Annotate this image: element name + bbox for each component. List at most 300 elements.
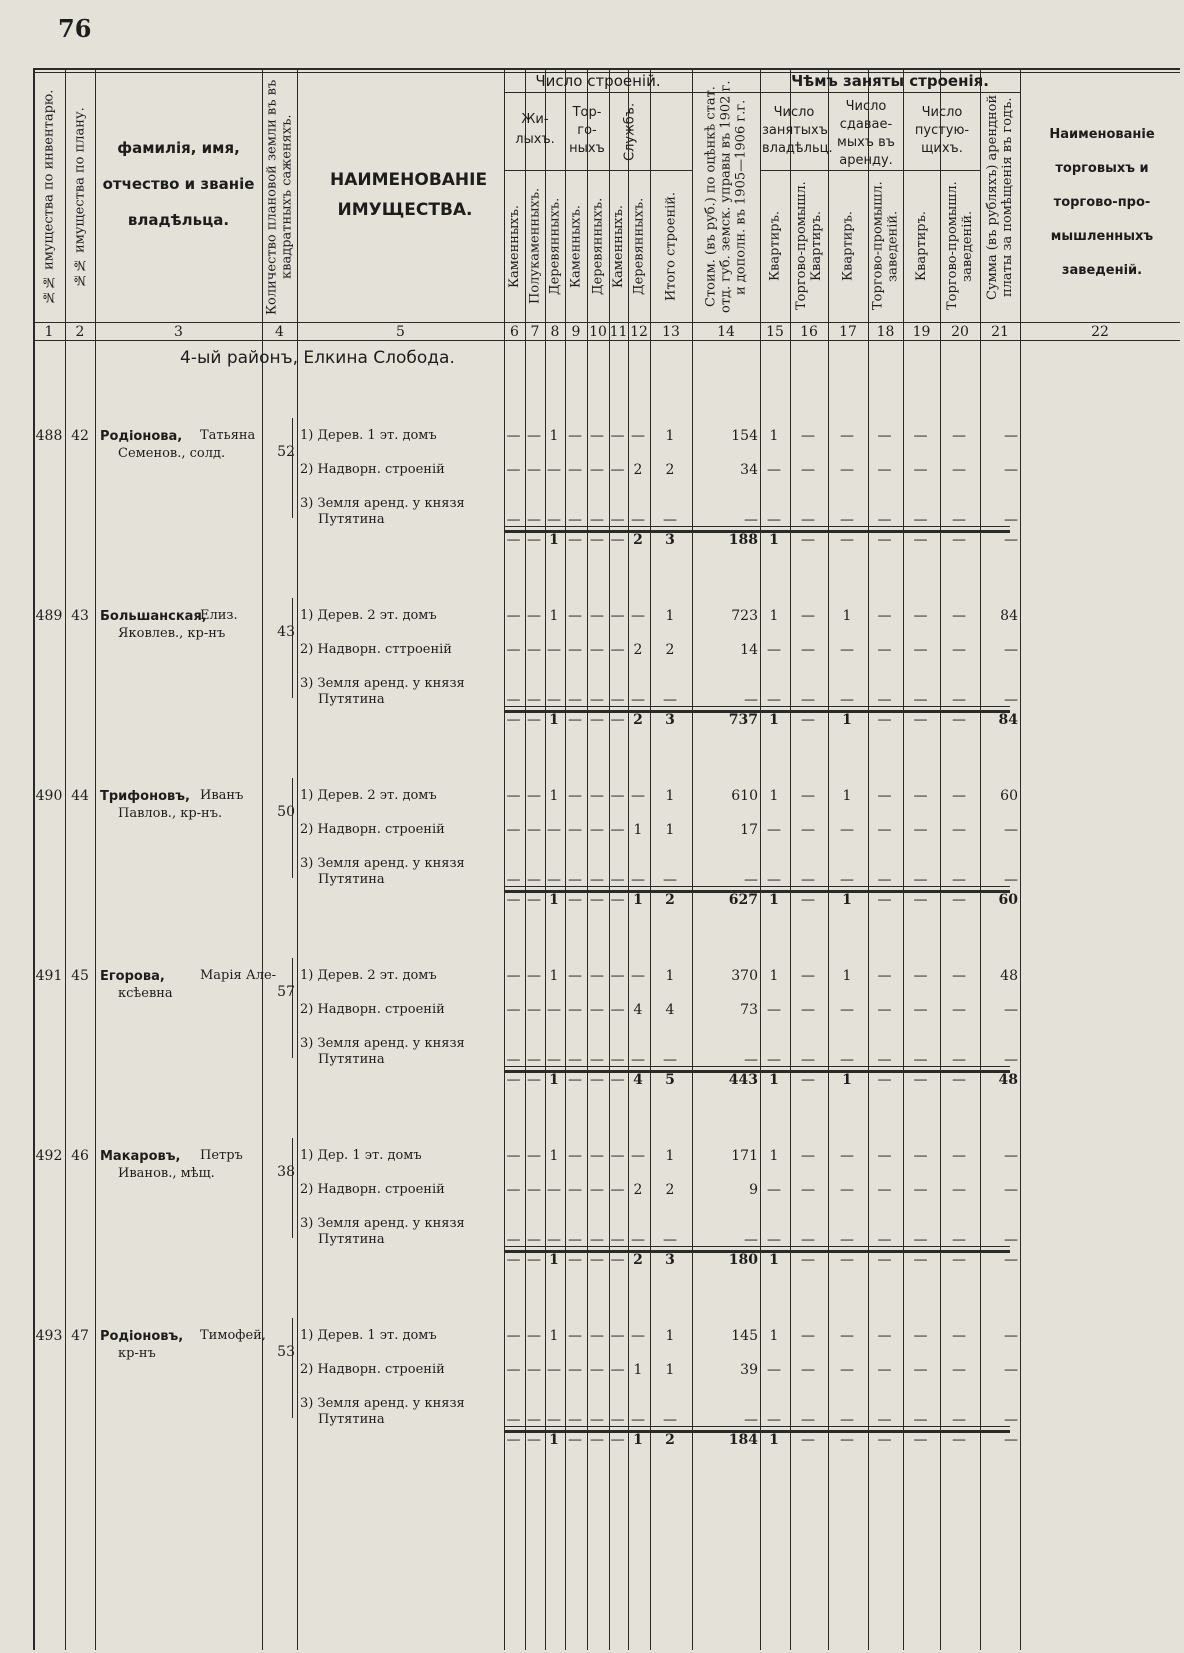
- dash-cell: —: [767, 692, 781, 708]
- dash-cell: —: [610, 1412, 625, 1428]
- dash-cell: —: [506, 462, 521, 478]
- dash-cell: —: [663, 872, 677, 888]
- total-count: 2: [665, 1432, 675, 1448]
- dash-cell: —: [877, 1148, 892, 1164]
- valuation: 34: [740, 462, 758, 478]
- table-cell: 1: [633, 892, 643, 908]
- header-trade: Тор- го- ныхъ: [569, 105, 605, 156]
- header-c21: Сумма (въ рубляхъ) арендной платы за помѣщенія въ годъ.: [985, 94, 1015, 300]
- owner-name: Тимофей,: [200, 1328, 266, 1343]
- dash-cell: —: [547, 822, 561, 838]
- dash-cell: —: [547, 872, 561, 888]
- plan-number: 43: [71, 608, 89, 624]
- dash-cell: —: [527, 968, 541, 984]
- dash-cell: —: [506, 428, 521, 444]
- item-yard: 2) Надворн. строеній: [300, 822, 445, 837]
- column-number: 12: [630, 324, 648, 340]
- rule-horizontal: [504, 886, 1010, 887]
- dash-cell: —: [1004, 532, 1018, 548]
- dash-cell: —: [913, 1432, 928, 1448]
- dash-cell: —: [547, 1052, 561, 1068]
- dash-cell: —: [744, 1412, 758, 1428]
- dash-cell: —: [913, 788, 928, 804]
- item-house: 1) Дерев. 1 эт. домъ: [300, 428, 437, 443]
- header-enterprises: Наименованіе торговыхъ и торгово-про- мышленныхъ заведеній.: [1049, 127, 1155, 278]
- table-cell: 4: [665, 1002, 675, 1018]
- dash-cell: —: [568, 1148, 582, 1164]
- dash-cell: —: [840, 462, 854, 478]
- dash-cell: —: [913, 1002, 928, 1018]
- dash-cell: —: [1004, 822, 1018, 838]
- dash-cell: —: [840, 1252, 854, 1268]
- dash-cell: —: [801, 608, 815, 624]
- valuation: 9: [749, 1182, 758, 1198]
- dash-cell: —: [631, 968, 645, 984]
- dash-cell: —: [568, 428, 582, 444]
- dash-cell: —: [610, 822, 625, 838]
- dash-cell: —: [527, 428, 541, 444]
- dash-cell: —: [840, 1002, 854, 1018]
- dash-cell: —: [547, 462, 561, 478]
- dash-cell: —: [877, 1252, 892, 1268]
- dash-cell: —: [801, 1182, 815, 1198]
- dash-cell: —: [610, 892, 625, 908]
- item-land: 3) Земля аренд. у князя: [300, 496, 465, 511]
- dash-cell: —: [610, 788, 625, 804]
- dash-cell: —: [952, 872, 966, 888]
- table-cell: 1: [842, 608, 852, 624]
- dash-cell: —: [840, 692, 854, 708]
- owner-surname: Макаровъ,: [100, 1149, 181, 1164]
- item-land-owner: Путятина: [318, 1412, 385, 1427]
- dash-cell: —: [840, 1182, 854, 1198]
- dash-cell: —: [913, 892, 928, 908]
- header-c8: Деревянныхъ.: [547, 197, 563, 295]
- total-count: 2: [665, 892, 675, 908]
- dash-cell: —: [568, 968, 582, 984]
- rule-horizontal: [33, 68, 1180, 70]
- dash-cell: —: [568, 822, 582, 838]
- dash-cell: —: [590, 872, 604, 888]
- dash-cell: —: [568, 788, 582, 804]
- table-cell: 1: [549, 788, 559, 804]
- table-cell: 1: [769, 1328, 779, 1344]
- table-cell: 1: [549, 892, 559, 908]
- inventory-number: 492: [35, 1148, 63, 1164]
- table-cell: 2: [633, 1182, 643, 1198]
- column-number: 11: [609, 324, 628, 340]
- dash-cell: —: [877, 1328, 892, 1344]
- dash-cell: —: [610, 462, 625, 478]
- table-cell: 1: [633, 1432, 643, 1448]
- header-c9: Каменныхъ.: [568, 204, 584, 288]
- rent-amount: 48: [1000, 968, 1018, 984]
- dash-cell: —: [590, 428, 604, 444]
- table-cell: 2: [633, 642, 643, 658]
- dash-cell: —: [610, 1182, 625, 1198]
- total-count: 3: [665, 532, 675, 548]
- table-cell: 1: [549, 968, 559, 984]
- dash-cell: —: [840, 532, 854, 548]
- dash-cell: —: [801, 1362, 815, 1378]
- rule-vertical: [292, 418, 293, 518]
- dash-cell: —: [527, 608, 541, 624]
- valuation: 154: [731, 428, 758, 444]
- dash-cell: —: [952, 788, 966, 804]
- dash-cell: —: [590, 462, 604, 478]
- item-house: 1) Дер. 1 эт. домъ: [300, 1148, 422, 1163]
- rent-total: 48: [998, 1072, 1018, 1088]
- dash-cell: —: [913, 1232, 928, 1248]
- dash-cell: —: [631, 1148, 645, 1164]
- dash-cell: —: [801, 532, 815, 548]
- dash-cell: —: [840, 512, 854, 528]
- dash-cell: —: [506, 892, 521, 908]
- dash-cell: —: [877, 1002, 892, 1018]
- dash-cell: —: [568, 1432, 582, 1448]
- table-cell: 4: [633, 1002, 643, 1018]
- dash-cell: —: [610, 532, 625, 548]
- dash-cell: —: [527, 1148, 541, 1164]
- dash-cell: —: [952, 1052, 966, 1068]
- dash-cell: —: [568, 872, 582, 888]
- total-value: 180: [728, 1252, 758, 1268]
- table-cell: 1: [665, 428, 675, 444]
- dash-cell: —: [631, 1052, 645, 1068]
- rule-vertical: [292, 1318, 293, 1418]
- dash-cell: —: [913, 692, 928, 708]
- dash-cell: —: [506, 1252, 521, 1268]
- header-c13: Итого строеній.: [663, 191, 679, 301]
- dash-cell: —: [767, 1182, 781, 1198]
- dash-cell: —: [801, 462, 815, 478]
- rule-vertical: [297, 68, 298, 1650]
- page-number: 76: [58, 14, 92, 43]
- owner-name: Татьяна: [200, 428, 256, 443]
- table-cell: 1: [769, 608, 779, 624]
- total-value: 737: [728, 712, 758, 728]
- inventory-number: 493: [35, 1328, 63, 1344]
- dash-cell: —: [1004, 1252, 1018, 1268]
- dash-cell: —: [877, 1232, 892, 1248]
- dash-cell: —: [952, 608, 966, 624]
- rule-horizontal: [760, 170, 980, 171]
- dash-cell: —: [801, 1148, 815, 1164]
- total-count: 3: [665, 712, 675, 728]
- dash-cell: —: [506, 1072, 521, 1088]
- table-cell: 1: [665, 788, 675, 804]
- dash-cell: —: [767, 872, 781, 888]
- plan-number: 44: [71, 788, 89, 804]
- table-cell: 2: [665, 462, 675, 478]
- dash-cell: —: [590, 1182, 604, 1198]
- dash-cell: —: [663, 1232, 677, 1248]
- dash-cell: —: [801, 1072, 815, 1088]
- dash-cell: —: [913, 1252, 928, 1268]
- total-count: 3: [665, 1252, 675, 1268]
- dash-cell: —: [527, 1232, 541, 1248]
- owner-name: Елиз.: [200, 608, 238, 623]
- dash-cell: —: [590, 1148, 604, 1164]
- dash-cell: —: [547, 692, 561, 708]
- table-row: [33, 960, 1180, 1120]
- dash-cell: —: [1004, 1148, 1018, 1164]
- item-yard: 2) Надворн. строеній: [300, 1002, 445, 1017]
- dash-cell: —: [801, 712, 815, 728]
- table-cell: 1: [769, 788, 779, 804]
- dash-cell: —: [877, 1072, 892, 1088]
- table-cell: 1: [842, 788, 852, 804]
- rule-horizontal: [504, 170, 692, 171]
- dash-cell: —: [590, 822, 604, 838]
- dash-cell: —: [527, 512, 541, 528]
- dash-cell: —: [913, 1052, 928, 1068]
- table-cell: 2: [633, 712, 643, 728]
- table-cell: 2: [633, 532, 643, 548]
- item-yard: 2) Надворн. строеній: [300, 1182, 445, 1197]
- dash-cell: —: [506, 1052, 521, 1068]
- dash-cell: —: [767, 822, 781, 838]
- dash-cell: —: [952, 1412, 966, 1428]
- table-cell: 1: [549, 1148, 559, 1164]
- table-cell: 1: [769, 1252, 779, 1268]
- dash-cell: —: [877, 1052, 892, 1068]
- rule-horizontal: [504, 706, 1010, 707]
- dash-cell: —: [952, 822, 966, 838]
- dash-cell: —: [801, 822, 815, 838]
- dash-cell: —: [568, 642, 582, 658]
- dash-cell: —: [952, 1432, 966, 1448]
- dash-cell: —: [527, 1002, 541, 1018]
- dash-cell: —: [610, 1328, 625, 1344]
- dash-cell: —: [547, 1412, 561, 1428]
- valuation: 73: [740, 1002, 758, 1018]
- dash-cell: —: [568, 1182, 582, 1198]
- dash-cell: —: [877, 1182, 892, 1198]
- header-c10: Деревянныхъ.: [590, 197, 606, 295]
- dash-cell: —: [590, 968, 604, 984]
- dash-cell: —: [840, 1052, 854, 1068]
- rule-vertical: [95, 68, 96, 1650]
- dash-cell: —: [840, 428, 854, 444]
- column-number: 16: [800, 324, 818, 340]
- land-area: 38: [277, 1164, 295, 1180]
- dash-cell: —: [840, 1432, 854, 1448]
- dash-cell: —: [506, 1432, 521, 1448]
- dash-cell: —: [744, 692, 758, 708]
- header-property: НАИМЕНОВАНІЕ ИМУЩЕСТВА.: [330, 170, 488, 220]
- dash-cell: —: [767, 1052, 781, 1068]
- dash-cell: —: [568, 1052, 582, 1068]
- rule-vertical: [1020, 68, 1021, 1650]
- dash-cell: —: [547, 1362, 561, 1378]
- item-house: 1) Дерев. 2 эт. домъ: [300, 968, 437, 983]
- column-number: 2: [75, 324, 85, 340]
- table-cell: 4: [633, 1072, 643, 1088]
- owner-status: Иванов., мѣщ.: [118, 1166, 215, 1181]
- dash-cell: —: [610, 1432, 625, 1448]
- rule-vertical: [828, 92, 829, 170]
- table-row: [33, 420, 1180, 580]
- dash-cell: —: [590, 1412, 604, 1428]
- dash-cell: —: [527, 532, 541, 548]
- dash-cell: —: [877, 642, 892, 658]
- dash-cell: —: [547, 1182, 561, 1198]
- owner-name: Петръ: [200, 1148, 243, 1163]
- dash-cell: —: [877, 788, 892, 804]
- item-land: 3) Земля аренд. у князя: [300, 676, 465, 691]
- column-number: 8: [550, 324, 560, 340]
- table-cell: 1: [665, 1328, 675, 1344]
- dash-cell: —: [610, 642, 625, 658]
- valuation: 370: [731, 968, 758, 984]
- header-c6: Каменныхъ.: [507, 204, 522, 288]
- dash-cell: —: [1004, 1362, 1018, 1378]
- land-area: 53: [277, 1344, 295, 1360]
- total-count: 5: [665, 1072, 675, 1088]
- item-yard: 2) Надворн. сттроеній: [300, 642, 452, 657]
- table-cell: 1: [633, 822, 643, 838]
- dash-cell: —: [801, 872, 815, 888]
- valuation: 610: [731, 788, 758, 804]
- dash-cell: —: [840, 1232, 854, 1248]
- table-cell: 1: [665, 968, 675, 984]
- dash-cell: —: [801, 1432, 815, 1448]
- land-area: 50: [277, 804, 295, 820]
- dash-cell: —: [913, 1148, 928, 1164]
- dash-cell: —: [610, 1252, 625, 1268]
- dash-cell: —: [840, 1328, 854, 1344]
- rule-vertical: [903, 92, 904, 170]
- dash-cell: —: [506, 1232, 521, 1248]
- rent-total: 84: [998, 712, 1018, 728]
- header-c4: Количество плановой земли въ въ квадратныхъ саженяхъ.: [264, 79, 295, 315]
- dash-cell: —: [527, 1182, 541, 1198]
- column-number: 19: [912, 324, 931, 340]
- dash-cell: —: [590, 1432, 604, 1448]
- rule-horizontal: [33, 340, 1180, 341]
- dash-cell: —: [590, 512, 604, 528]
- owner-status: Павлов., кр-нъ.: [118, 806, 223, 821]
- dash-cell: —: [913, 1362, 928, 1378]
- dash-cell: —: [610, 428, 625, 444]
- dash-cell: —: [952, 1328, 966, 1344]
- dash-cell: —: [913, 608, 928, 624]
- dash-cell: —: [506, 512, 521, 528]
- table-cell: 1: [665, 822, 675, 838]
- dash-cell: —: [1004, 428, 1018, 444]
- dash-cell: —: [1004, 1432, 1018, 1448]
- header-c2: №№ имущества по плану.: [72, 107, 88, 287]
- table-cell: 1: [665, 608, 675, 624]
- item-yard: 2) Надворн. строеній: [300, 1362, 445, 1377]
- dash-cell: —: [744, 512, 758, 528]
- header-buildings-group: Число строеній.: [535, 72, 661, 90]
- dash-cell: —: [1004, 1182, 1018, 1198]
- dash-cell: —: [801, 692, 815, 708]
- dash-cell: —: [913, 642, 928, 658]
- total-value: 443: [728, 1072, 758, 1088]
- table-cell: 1: [549, 1252, 559, 1268]
- dash-cell: —: [590, 1232, 604, 1248]
- dash-cell: —: [590, 608, 604, 624]
- header-rented: Число сдавае- мыхъ въ аренду.: [837, 99, 895, 168]
- owner-status: Яковлев., кр-нъ: [118, 626, 226, 641]
- dash-cell: —: [506, 608, 521, 624]
- dash-cell: —: [527, 692, 541, 708]
- dash-cell: —: [840, 872, 854, 888]
- dash-cell: —: [913, 532, 928, 548]
- dash-cell: —: [767, 1412, 781, 1428]
- owner-surname: Родіонова,: [100, 429, 183, 444]
- table-cell: 2: [633, 1252, 643, 1268]
- dash-cell: —: [663, 1412, 677, 1428]
- item-land-owner: Путятина: [318, 872, 385, 887]
- dash-cell: —: [568, 692, 582, 708]
- dash-cell: —: [952, 1002, 966, 1018]
- dash-cell: —: [767, 1232, 781, 1248]
- dash-cell: —: [840, 1362, 854, 1378]
- valuation: 17: [740, 822, 758, 838]
- dash-cell: —: [631, 872, 645, 888]
- dash-cell: —: [1004, 1232, 1018, 1248]
- table-cell: 1: [842, 968, 852, 984]
- table-cell: 1: [549, 1328, 559, 1344]
- header-owner-occupied: Число занятыхъ владѣльц.: [762, 105, 833, 156]
- dash-cell: —: [610, 968, 625, 984]
- dash-cell: —: [590, 642, 604, 658]
- dash-cell: —: [952, 1182, 966, 1198]
- inventory-number: 490: [35, 788, 63, 804]
- dash-cell: —: [913, 1412, 928, 1428]
- column-number: 3: [174, 324, 183, 340]
- item-house: 1) Дерев. 1 эт. домъ: [300, 1328, 437, 1343]
- dash-cell: —: [801, 1232, 815, 1248]
- table-cell: 1: [769, 1072, 779, 1088]
- dash-cell: —: [527, 892, 541, 908]
- rule-vertical: [292, 958, 293, 1058]
- dash-cell: —: [913, 712, 928, 728]
- table-cell: 1: [842, 712, 852, 728]
- district-heading: 4-ый районъ, Елкина Слобода.: [180, 348, 455, 368]
- item-land-owner: Путятина: [318, 692, 385, 707]
- dash-cell: —: [590, 1328, 604, 1344]
- table-cell: 2: [665, 642, 675, 658]
- dash-cell: —: [506, 788, 521, 804]
- header-occupied-group: Чѣмъ заняты строенія.: [791, 72, 989, 90]
- dash-cell: —: [952, 1362, 966, 1378]
- owner-status: Семенов., солд.: [118, 446, 226, 461]
- land-area: 52: [277, 444, 295, 460]
- header-c18: Торгово-промышл. заведеній.: [870, 181, 901, 311]
- dash-cell: —: [1004, 1328, 1018, 1344]
- rule-horizontal: [504, 1426, 1010, 1427]
- dash-cell: —: [610, 1002, 625, 1018]
- dash-cell: —: [1004, 872, 1018, 888]
- dash-cell: —: [1004, 1052, 1018, 1068]
- dash-cell: —: [610, 712, 625, 728]
- column-number: 10: [589, 324, 607, 340]
- dash-cell: —: [568, 1072, 582, 1088]
- header-c19: Квартиръ.: [914, 210, 929, 282]
- column-number: 20: [951, 324, 969, 340]
- dash-cell: —: [568, 1002, 582, 1018]
- dash-cell: —: [610, 1148, 625, 1164]
- dash-cell: —: [568, 512, 582, 528]
- dash-cell: —: [877, 892, 892, 908]
- valuation: 39: [740, 1362, 758, 1378]
- dash-cell: —: [1004, 512, 1018, 528]
